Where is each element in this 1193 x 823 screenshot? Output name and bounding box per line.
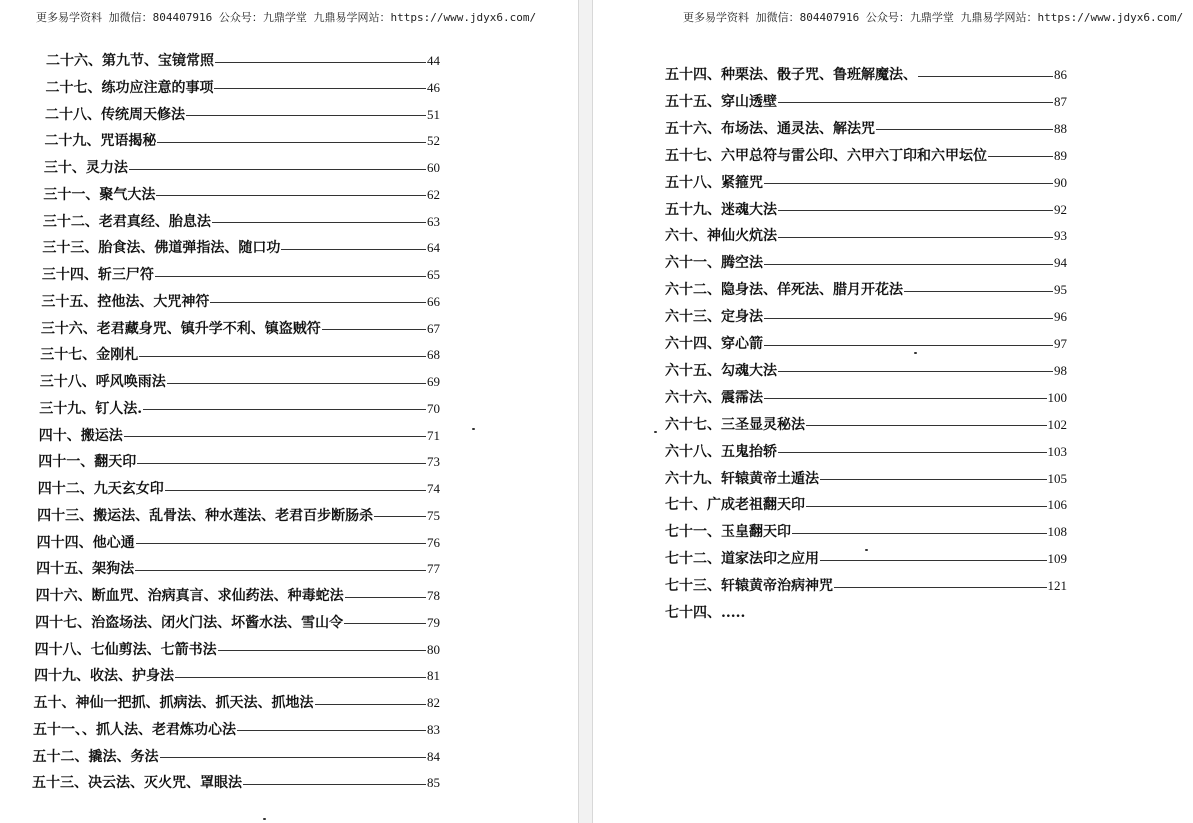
toc-entry[interactable] [40, 372, 440, 392]
toc-page-number: 98 [1054, 362, 1067, 378]
toc-entry[interactable] [41, 319, 440, 339]
toc-entry[interactable] [665, 442, 1067, 462]
toc-leader-line [218, 650, 426, 651]
toc-page-number: 89 [1054, 147, 1067, 163]
toc-entry[interactable] [37, 533, 440, 553]
toc-leader-line [792, 533, 1047, 534]
toc-leader-line [374, 516, 426, 517]
scan-speck [472, 428, 475, 430]
toc-leader-line [215, 62, 426, 63]
toc-leader-line [315, 704, 426, 705]
toc-entry[interactable] [665, 495, 1067, 515]
toc-entry-title: 三十七、金刚札 [40, 347, 139, 364]
toc-entry[interactable] [34, 666, 440, 686]
toc-page-number: 68 [426, 347, 440, 363]
toc-page-number: 67 [426, 320, 440, 336]
toc-entry[interactable] [43, 212, 440, 232]
toc-leader-line [212, 222, 426, 223]
toc-leader-line [778, 237, 1053, 238]
toc-entry[interactable] [45, 78, 440, 98]
toc-entry-title: 四十二、九天玄女印 [37, 481, 164, 497]
toc-leader-line [820, 479, 1047, 480]
toc-page-number: 92 [1054, 201, 1067, 217]
toc-entry[interactable] [39, 426, 440, 446]
toc-leader-line [137, 463, 426, 464]
toc-page-number: 95 [1054, 282, 1067, 298]
toc-entry-title: 五十五、穿山透壁 [665, 93, 777, 110]
scan-speck [865, 549, 868, 551]
toc-entry-title: 三十六、老君藏身咒、镇升学不利、镇盗贼符 [40, 320, 321, 337]
toc-entry[interactable] [665, 549, 1067, 569]
toc-entry-title: 七十一、玉皇翻天印 [665, 524, 791, 541]
toc-leader-line [904, 291, 1053, 292]
toc-entry[interactable] [665, 603, 745, 623]
toc-leader-line [139, 356, 426, 357]
toc-leader-line [344, 623, 426, 624]
toc-entry-title: 七十二、道家法印之应用 [665, 551, 819, 568]
toc-page-number: 121 [1047, 578, 1067, 594]
toc-entry-title: 五十九、迷魂大法 [665, 201, 777, 218]
scan-speck [654, 431, 657, 433]
toc-entry[interactable] [665, 576, 1067, 596]
toc-entry[interactable] [665, 522, 1067, 542]
toc-leader-line [135, 570, 426, 571]
toc-page-number: 90 [1054, 174, 1067, 190]
toc-entry-title: 三十一、聚气大法 [43, 186, 156, 203]
toc-page-number: 87 [1054, 93, 1067, 109]
toc-entry-title: 二十七、练功应注意的事项 [45, 79, 214, 96]
toc-entry-title: 六十八、五鬼抬轿 [665, 443, 777, 460]
toc-leader-line [155, 276, 426, 277]
toc-page-number: 78 [426, 588, 440, 603]
toc-leader-line [136, 543, 426, 544]
toc-page-number: 108 [1047, 524, 1067, 540]
toc-entry-title: 六十六、震霈法 [665, 389, 763, 406]
toc-page-number: 70 [426, 400, 440, 416]
toc-entry[interactable] [32, 773, 440, 793]
toc-leader-line [764, 345, 1053, 346]
toc-entry-title: 四十七、治盗场法、闭火门法、坏酱水法、雪山令 [35, 614, 344, 631]
toc-entry[interactable] [34, 693, 440, 713]
toc-entry[interactable] [44, 131, 440, 151]
toc-entry-title: 二十六、第九节、宝镜常照 [46, 53, 214, 69]
toc-entry[interactable] [665, 334, 1067, 354]
toc-page-number: 76 [426, 534, 440, 550]
toc-entry-title: 四十八、七仙剪法、七箭书法 [34, 641, 217, 658]
toc-leader-line [167, 383, 426, 384]
toc-page-number: 71 [426, 427, 440, 443]
toc-leader-line [124, 436, 426, 437]
toc-page-number: 66 [426, 293, 440, 309]
toc-entry[interactable] [41, 292, 440, 312]
page-separator [578, 0, 593, 823]
toc-entry[interactable] [33, 747, 440, 767]
toc-entry-title: 四十九、收法、护身法 [34, 668, 175, 685]
toc-page-right [593, 0, 1193, 823]
toc-page-number: 84 [426, 748, 440, 764]
toc-page-number: 64 [426, 240, 440, 256]
toc-entry[interactable] [36, 559, 440, 579]
toc-entry[interactable] [45, 105, 440, 125]
toc-leader-line [764, 318, 1053, 319]
toc-entry[interactable] [665, 200, 1067, 220]
toc-entry[interactable] [665, 280, 1067, 300]
toc-entry-title: 五十六、布场法、通灵法、解法咒 [665, 120, 875, 137]
toc-page-number: 52 [426, 133, 440, 149]
toc-entry-title: 六十五、勾魂大法 [665, 362, 777, 379]
toc-page-number: 106 [1047, 497, 1067, 513]
toc-page-number: 96 [1054, 309, 1067, 325]
toc-entry[interactable] [665, 307, 1067, 327]
toc-entry-title: 六十二、隐身法、佯死法、腊月开花法 [665, 282, 903, 299]
toc-entry-title: 四十三、搬运法、乱骨法、种水莲法、老君百步断肠杀 [37, 507, 374, 524]
toc-entry-title: 五十八、紧箍咒 [665, 174, 763, 191]
toc-entry-title: 三十四、斩三尸符 [41, 267, 154, 283]
toc-entry[interactable] [665, 469, 1067, 489]
toc-entry-title: 六十三、定身法 [665, 309, 763, 326]
toc-leader-line [764, 183, 1053, 184]
toc-page-number: 103 [1047, 443, 1067, 459]
toc-entry-title: 六十、神仙火炕法 [665, 228, 777, 245]
toc-entry-title: 三十九、钉人法. [39, 400, 143, 417]
toc-entry-title: 五十三、决云法、灭火咒、罩眼法 [32, 775, 242, 792]
toc-leader-line [820, 560, 1047, 561]
toc-page-number: 93 [1054, 228, 1067, 244]
toc-leader-line [214, 88, 426, 89]
toc-page-number: 75 [426, 507, 440, 523]
toc-entry-title: 四十六、断血咒、治病真言、求仙药法、种毒蛇法 [35, 588, 344, 604]
toc-leader-line [165, 490, 426, 491]
toc-entry-title: 六十一、腾空法 [665, 255, 763, 272]
toc-entry-title: 三十八、呼风唤雨法 [39, 374, 166, 390]
toc-entry[interactable] [38, 479, 440, 499]
toc-entry-title: 二十九、咒语揭秘 [44, 133, 157, 150]
toc-leader-line [175, 677, 426, 678]
toc-entry[interactable] [36, 586, 440, 606]
toc-entry-title: 七十四、..... [665, 605, 746, 621]
toc-entry-title: 六十七、三圣显灵秘法 [665, 416, 805, 433]
toc-page-number: 46 [426, 79, 440, 95]
toc-entry[interactable] [665, 361, 1067, 381]
toc-page-number: 73 [426, 454, 440, 470]
toc-page-number: 51 [426, 106, 440, 122]
toc-leader-line [345, 597, 426, 598]
toc-entry-title: 三十二、老君真经、胎息法 [42, 213, 211, 230]
toc-page-number: 44 [427, 53, 440, 68]
toc-leader-line [157, 142, 426, 143]
toc-entry[interactable] [665, 173, 1067, 193]
toc-leader-line [778, 371, 1053, 372]
scan-speck [263, 818, 266, 820]
toc-entry[interactable] [35, 613, 440, 633]
toc-page-number: 62 [426, 186, 440, 202]
toc-page-number: 97 [1054, 336, 1067, 351]
toc-leader-line [160, 757, 426, 758]
toc-leader-line [778, 210, 1053, 211]
toc-entry[interactable] [665, 253, 1067, 273]
toc-entry[interactable] [38, 452, 440, 472]
toc-leader-line [237, 730, 426, 731]
toc-entry-title: 七十、广成老祖翻天印 [665, 497, 805, 514]
toc-page-number: 60 [426, 160, 440, 175]
toc-leader-line [806, 506, 1047, 507]
toc-entry[interactable] [665, 119, 1067, 139]
toc-entry[interactable] [35, 640, 440, 660]
toc-leader-line [281, 249, 426, 250]
toc-entry-title: 五十一、、抓人法、老君炼功心法 [33, 721, 237, 738]
toc-leader-line [876, 129, 1053, 130]
toc-entry-title: 三十三、胎食法、佛道弹指法、随口功 [42, 240, 281, 257]
toc-page-number: 86 [1054, 67, 1067, 82]
toc-page-number: 63 [426, 213, 440, 229]
toc-leader-line [918, 76, 1053, 77]
toc-page-number: 88 [1054, 120, 1067, 136]
toc-page-number: 102 [1047, 416, 1067, 432]
toc-entry[interactable] [665, 388, 1067, 408]
toc-page-number: 105 [1047, 470, 1067, 486]
toc-entry[interactable] [665, 92, 1067, 112]
toc-entry-title: 五十、神仙一把抓、抓病法、抓天法、抓地法 [33, 695, 314, 711]
toc-page-number: 79 [426, 614, 440, 630]
toc-entry-title: 六十四、穿心箭 [665, 336, 763, 352]
toc-entry-title: 三十、灵力法 [43, 160, 128, 176]
toc-leader-line [988, 156, 1053, 157]
toc-leader-line [156, 195, 426, 196]
toc-entry[interactable] [665, 226, 1067, 246]
toc-entry[interactable] [43, 185, 440, 205]
toc-entry[interactable] [46, 51, 440, 71]
toc-entry-title: 五十二、撬法、务法 [32, 748, 159, 765]
toc-entry[interactable] [44, 158, 440, 178]
toc-page-number: 81 [426, 668, 440, 684]
toc-leader-line [806, 425, 1047, 426]
toc-entry[interactable] [42, 265, 440, 285]
toc-leader-line [322, 329, 426, 330]
toc-page-number: 85 [427, 775, 440, 791]
toc-entry-title: 二十八、传统周天修法 [44, 106, 185, 123]
toc-entry-title: 五十七、六甲总符与雷公印、六甲六丁印和六甲坛位 [665, 147, 987, 164]
toc-entry[interactable] [665, 146, 1067, 166]
toc-page-left [0, 0, 578, 823]
toc-entry-title: 四十四、他心通 [36, 534, 135, 551]
page-header: 更多易学资料 加微信：804407916 公众号：九鼎学堂 九鼎易学网站：https://www.jdyx6.com/ [36, 11, 537, 24]
toc-entry-title: 四十一、翻天印 [38, 454, 137, 471]
toc-entry[interactable] [665, 415, 1067, 435]
toc-entry[interactable] [40, 345, 440, 365]
toc-entry-title: 四十、搬运法 [38, 427, 123, 444]
toc-leader-line [778, 452, 1047, 453]
toc-entry-title: 五十四、种栗法、骰子咒、鲁班解魔法、 [665, 67, 917, 83]
toc-leader-line [210, 302, 426, 303]
toc-leader-line [186, 115, 426, 116]
toc-leader-line [764, 398, 1047, 399]
page-header: 更多易学资料 加微信：804407916 公众号：九鼎学堂 九鼎易学网站：https://www.jdyx6.com/ [683, 11, 1184, 24]
toc-leader-line [129, 169, 426, 170]
toc-entry[interactable] [42, 238, 440, 258]
toc-entry-title: 三十五、控他法、大咒神符 [41, 293, 210, 310]
toc-leader-line [764, 264, 1053, 265]
toc-leader-line [778, 102, 1053, 103]
scan-speck [914, 352, 917, 354]
toc-page-number: 83 [426, 721, 440, 737]
toc-entry[interactable] [33, 720, 440, 740]
toc-entry-title: 七十三、轩辕黄帝治病神咒 [665, 578, 833, 595]
toc-page-number: 94 [1054, 255, 1067, 271]
toc-entry[interactable] [665, 65, 1067, 85]
toc-leader-line [243, 784, 426, 785]
toc-page-number: 69 [426, 374, 440, 389]
toc-entry-title: 四十五、架狗法 [36, 561, 135, 578]
toc-page-number: 77 [426, 561, 440, 577]
toc-page-number: 109 [1047, 551, 1067, 567]
toc-page-number: 65 [426, 267, 440, 282]
toc-entry-title: 六十九、轩辕黄帝土遁法 [665, 470, 819, 487]
toc-page-number: 74 [426, 481, 440, 496]
toc-entry[interactable] [39, 399, 440, 419]
toc-entry[interactable] [37, 506, 440, 526]
toc-page-number: 80 [426, 641, 440, 657]
toc-leader-line [834, 587, 1047, 588]
toc-leader-line [143, 409, 426, 410]
toc-page-number: 82 [426, 695, 440, 710]
toc-page-number: 100 [1047, 389, 1067, 405]
